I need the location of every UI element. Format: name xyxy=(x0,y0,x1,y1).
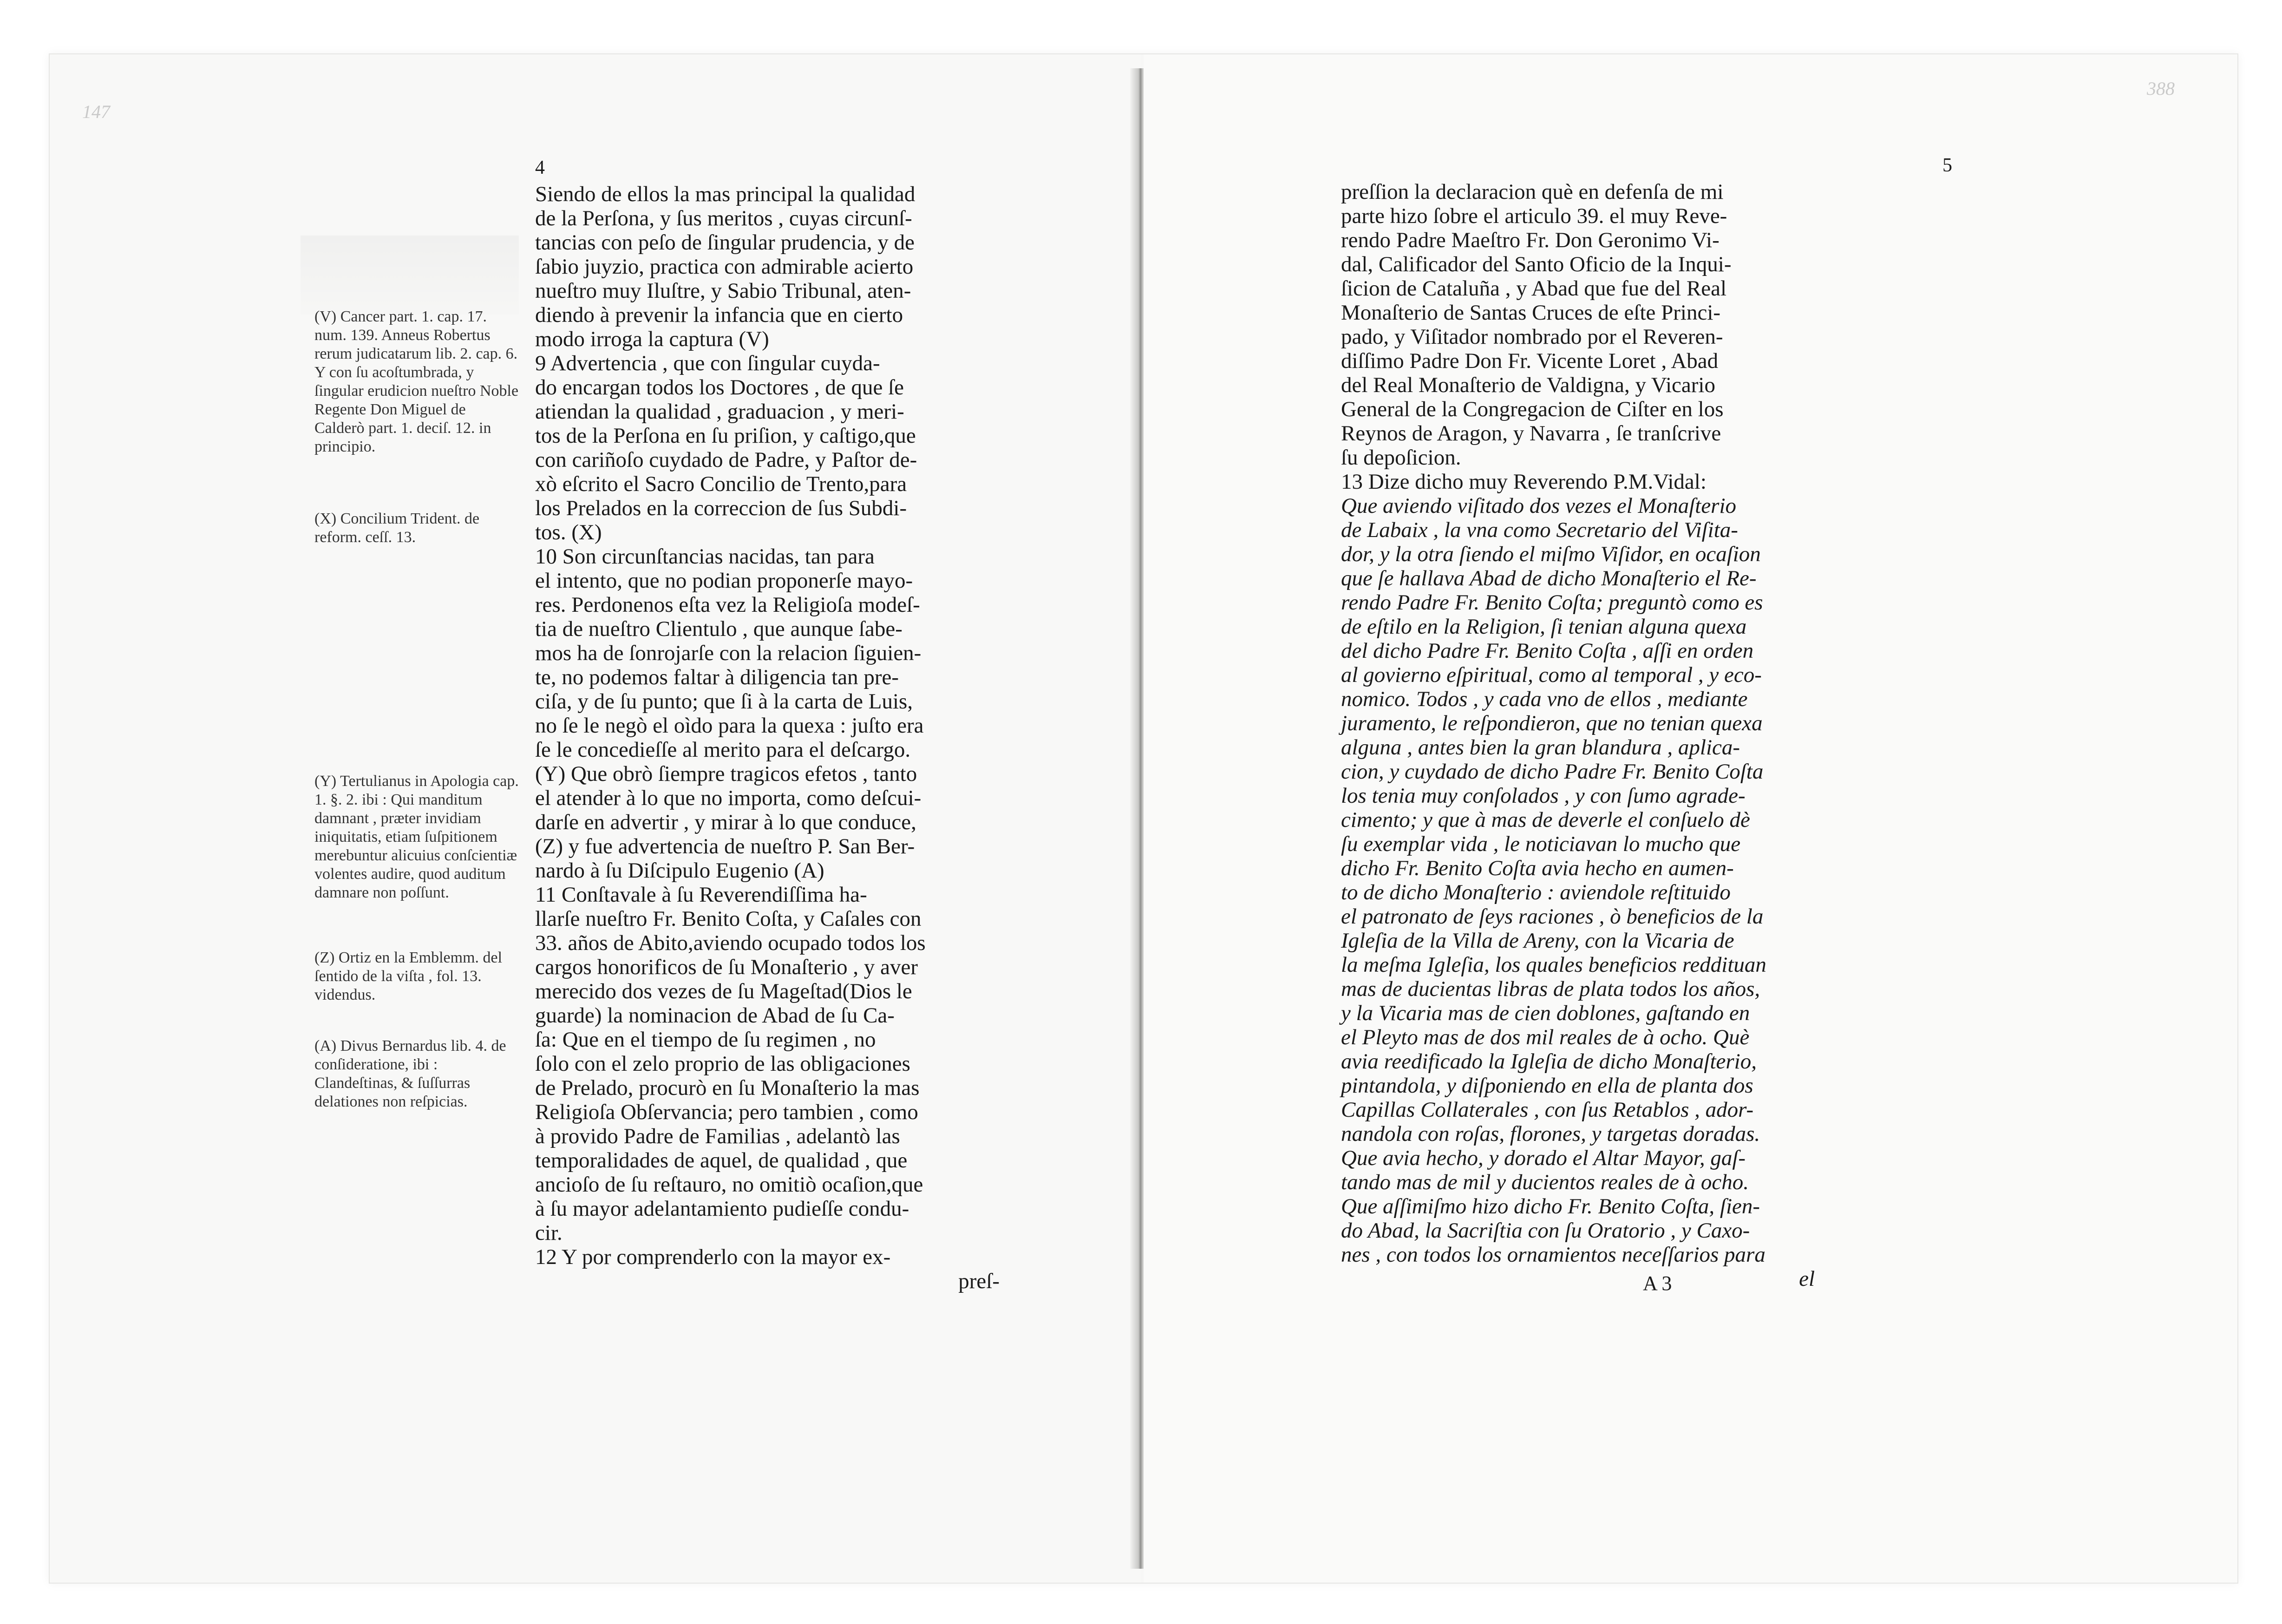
text-line: el patronato de ſeys raciones , ò beneficios de la xyxy=(1341,904,1764,929)
text-line: 13 Dize dicho muy Reverendo P.M.Vidal: xyxy=(1341,470,1707,494)
text-line: nes , con todos los ornamientos neceſſarios para xyxy=(1341,1243,1765,1267)
text-line: no ſe le negò el oìdo para la quexa : juſto era xyxy=(535,714,924,738)
text-line: Religioſa Obſervancia; pero tambien , como xyxy=(535,1100,918,1124)
note-z: (Z) Ortiz en la Emblemm. del ſentido de la viſta , fol. 13. videndus. xyxy=(314,949,503,1003)
text-line: diendo à prevenir la infancia que en cierto xyxy=(535,303,903,327)
text-line: el Pleyto mas de dos mil reales de à ocho. Què xyxy=(1341,1025,1750,1049)
text-line: temporalidades de aquel, de qualidad , que xyxy=(535,1148,908,1172)
text-line: dor, y la otra ſiendo el miſmo Viſidor, en ocaſion xyxy=(1341,542,1761,566)
text-line: cargos honorificos de ſu Monaſterio , y aver xyxy=(535,955,918,979)
right-corner-mark: 388 xyxy=(2147,78,2175,99)
page-number: 5 xyxy=(1942,155,1952,176)
text-line: el atender à lo que no importa, como deſcui- xyxy=(535,786,922,810)
text-line: tancias con peſo de ſingular prudencia, y de xyxy=(535,230,915,255)
left-main-text xyxy=(535,182,1000,1293)
catchword: preſ- xyxy=(958,1269,1000,1293)
text-line: Monaſterio de Santas Cruces de eſte Princi- xyxy=(1341,301,1721,325)
text-line: rendo Padre Fr. Benito Coſta; preguntò como es xyxy=(1341,590,1763,615)
text-line: avia reedificado la Igleſia de dicho Monaſterio, xyxy=(1341,1049,1757,1074)
text-line: nardo à ſu Diſcipulo Eugenio (A) xyxy=(535,858,824,883)
text-line: Que avia hecho, y dorado el Altar Mayor, gaſ- xyxy=(1341,1146,1746,1170)
text-line: pado, y Viſitador nombrado por el Reveren- xyxy=(1341,325,1723,349)
text-line: tos. (X) xyxy=(535,520,602,544)
text-line: cion, y cuydado de dicho Padre Fr. Benito Coſta xyxy=(1341,760,1764,784)
text-line: 12 Y por comprenderlo con la mayor ex- xyxy=(535,1245,891,1269)
text-line: atiendan la qualidad , graduacion , y meri- xyxy=(535,399,904,424)
catchword: el xyxy=(1799,1267,1815,1291)
signature-mark: A 3 xyxy=(1643,1272,1672,1295)
text-line: los Prelados en la correccion de ſus Subdi- xyxy=(535,496,907,520)
text-line: to de dicho Monaſterio : aviendole reſtituido xyxy=(1341,880,1731,904)
text-line: ſicion de Cataluña , y Abad que fue del Real xyxy=(1341,276,1727,301)
text-line: Reynos de Aragon, y Navarra , ſe tranſcrive xyxy=(1341,421,1721,445)
text-line: mas de ducientas libras de plata todos los años, xyxy=(1341,977,1760,1001)
note-x: (X) Concilium Trident. de reform. ceſſ. 13. xyxy=(314,510,480,546)
book-spread xyxy=(49,53,2238,1584)
note-v: (V) Cancer part. 1. cap. 17. num. 139. Anneus Robertus rerum judicatarum lib. 2. cap. 6. Y con ſu acoſtumbrada, y ſingular erudicion nueſtro Noble Regente Don Miguel de Calderò part. 1. deciſ. 12. in principio. xyxy=(314,308,519,455)
right-main-text xyxy=(1341,180,1815,1291)
text-line: darſe en advertir , y mirar à lo que conduce, xyxy=(535,810,916,834)
text-line: Que aviendo viſitado dos vezes el Monaſterio xyxy=(1341,494,1737,518)
text-line: cimento; y que à mas de deverle el conſuelo dè xyxy=(1341,808,1750,832)
text-line: de Labaix , la vna como Secretario del Viſita- xyxy=(1341,518,1738,542)
text-line: ſu exemplar vida , le noticiavan lo mucho que xyxy=(1341,832,1741,856)
text-line: modo irroga la captura (V) xyxy=(535,327,769,351)
text-line: 33. años de Abito,aviendo ocupado todos los xyxy=(535,931,926,955)
text-line: diſſimo Padre Don Fr. Vicente Loret , Abad xyxy=(1341,349,1719,373)
text-line: dicho Fr. Benito Coſta avia hecho en aumen- xyxy=(1341,856,1734,880)
text-line: de eſtilo en la Religion, ſi tenian alguna quexa xyxy=(1341,615,1747,639)
text-line: la meſma Igleſia, los quales beneficios reddituan xyxy=(1341,953,1766,977)
text-line: (Y) Que obrò ſiempre tragicos efetos , tanto xyxy=(535,762,917,786)
text-line: ſabio juyzio, practica con admirable acierto xyxy=(535,255,914,279)
text-line: res. Perdonenos eſta vez la Religioſa modeſ- xyxy=(535,593,920,617)
text-line: Igleſia de la Villa de Areny, con la Vicaria de xyxy=(1341,929,1734,953)
text-line: alguna , antes bien la gran blandura , aplica- xyxy=(1341,735,1740,760)
text-line: ciſa, y de ſu punto; que ſi à la carta de Luis, xyxy=(535,689,913,714)
text-line: Que aſſimiſmo hizo dicho Fr. Benito Coſta, ſien- xyxy=(1341,1194,1760,1218)
text-line: nomico. Todos , y cada vno de ellos , mediante xyxy=(1341,687,1748,711)
text-line: tia de nueſtro Clientulo , que aunque ſabe- xyxy=(535,617,902,641)
text-line: con cariñoſo cuydado de Padre, y Paſtor de- xyxy=(535,448,917,472)
text-line: ſolo con el zelo proprio de las obligaciones xyxy=(535,1052,910,1076)
text-line: ſa: Que en el tiempo de ſu regimen , no xyxy=(535,1028,876,1052)
text-line: Siendo de ellos la mas principal la qualidad xyxy=(535,182,915,206)
text-line: Capillas Collaterales , con ſus Retablos , ador- xyxy=(1341,1098,1754,1122)
text-line: 10 Son circunſtancias nacidas, tan para xyxy=(535,544,875,569)
text-line: rendo Padre Maeſtro Fr. Don Geronimo Vi- xyxy=(1341,228,1720,252)
note-y: (Y) Tertulianus in Apologia cap. 1. §. 2. ibi : Qui manditum damnant , præter invidiam iniquitatis, etiam ſuſpitionem merebuntur alicuius conſcientiæ volentes audire, quod auditum damnare non poſſunt. xyxy=(314,773,519,901)
right-page xyxy=(1144,54,2237,1583)
text-line: guarde) la nominacion de Abad de ſu Ca- xyxy=(535,1003,895,1028)
text-line: pintandola, y diſponiendo en ella de planta dos xyxy=(1341,1074,1753,1098)
text-line: que ſe hallava Abad de dicho Monaſterio el Re- xyxy=(1341,566,1757,590)
text-line: y la Vicaria mas de cien doblones, gaſtando en xyxy=(1341,1001,1750,1025)
text-line: merecido dos vezes de ſu Mageſtad(Dios le xyxy=(535,979,912,1003)
text-line: parte hizo ſobre el articulo 39. el muy Reve- xyxy=(1341,204,1727,228)
text-line: nandola con roſas, florones, y targetas doradas. xyxy=(1341,1122,1760,1146)
text-line: dal, Calificador del Santo Oficio de la Inqui- xyxy=(1341,252,1732,276)
text-line: los tenia muy conſolados , y con ſumo agrade- xyxy=(1341,784,1746,808)
text-line: del dicho Padre Fr. Benito Coſta , aſſi en orden xyxy=(1341,639,1754,663)
text-line: de Prelado, procurò en ſu Monaſterio la mas xyxy=(535,1076,920,1100)
text-line: do encargan todos los Doctores , de que ſe xyxy=(535,375,904,399)
text-line: mos ha de ſonrojarſe con la relacion ſiguien- xyxy=(535,641,922,665)
left-page xyxy=(50,54,1141,1583)
text-line: al govierno eſpiritual, como al temporal , y eco- xyxy=(1341,663,1762,687)
text-line: tando mas de mil y ducientos reales de à ocho. xyxy=(1341,1170,1749,1194)
text-line: llarſe nueſtro Fr. Benito Coſta, y Caſales con xyxy=(535,907,922,931)
text-line: (Z) y fue advertencia de nueſtro P. San Ber- xyxy=(535,834,915,858)
text-line: preſſion la declaracion què en defenſa de mi xyxy=(1341,180,1724,204)
text-line: juramento, le reſpondieron, que no tenian quexa xyxy=(1341,711,1763,735)
text-line: 11 Conſtavale à ſu Reverendiſſima ha- xyxy=(535,883,867,907)
note-a: (A) Divus Bernardus lib. 4. de conſideratione, ibi : Clandeſtinas, & ſuſſurras delationes non reſpicias. xyxy=(314,1037,506,1110)
left-corner-mark: 147 xyxy=(82,101,110,122)
text-line: xò eſcrito el Sacro Concilio de Trento,para xyxy=(535,472,907,496)
text-line: à provido Padre de Familias , adelantò las xyxy=(535,1124,900,1148)
text-line: te, no podemos faltar à diligencia tan pre- xyxy=(535,665,899,689)
text-line: el intento, que no podian proponerſe mayo- xyxy=(535,569,913,593)
text-line: tos de la Perſona en ſu priſion, y caſtigo,que xyxy=(535,424,916,448)
text-line: General de la Congregacion de Ciſter en los xyxy=(1341,397,1724,421)
text-line: del Real Monaſterio de Valdigna, y Vicario xyxy=(1341,373,1715,397)
text-line: cir. xyxy=(535,1221,562,1245)
text-line: do Abad, la Sacriſtia con ſu Oratorio , y Caxo- xyxy=(1341,1218,1750,1243)
text-line: nueſtro muy Iluſtre, y Sabio Tribunal, aten- xyxy=(535,279,911,303)
faded-note-area xyxy=(301,236,519,314)
text-line: 9 Advertencia , que con ſingular cuyda- xyxy=(535,351,880,375)
text-line: ſu depoſicion. xyxy=(1341,445,1461,470)
text-line: à ſu mayor adelantamiento pudieſſe condu- xyxy=(535,1197,909,1221)
text-line: ancioſo de ſu reſtauro, no omitiò ocaſion,que xyxy=(535,1172,923,1197)
text-line: de la Perſona, y ſus meritos , cuyas circunſ- xyxy=(535,206,912,230)
text-line: ſe le concedieſſe al merito para el deſcargo. xyxy=(535,738,911,762)
page-number: 4 xyxy=(535,157,545,178)
